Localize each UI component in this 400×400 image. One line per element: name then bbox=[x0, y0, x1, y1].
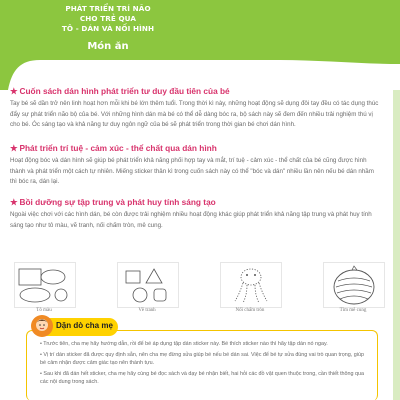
coloring-illustration bbox=[15, 263, 75, 307]
star-icon: ★ bbox=[10, 143, 18, 153]
section-title-text: Bồi dưỡng sự tập trung và phát huy tính sáng tạo bbox=[19, 197, 216, 207]
header-title bbox=[44, 4, 172, 34]
thumbnail-caption: Tô màu bbox=[36, 308, 52, 313]
thumbnail-caption: Tìm mê cung bbox=[339, 308, 367, 313]
section-body: Ngoài việc chơi với các hình dán, bé còn được trải nghiệm nhiều hoạt động khác giúp phát triển khả năng tập trung và phát huy tính sáng tạo như tô màu, vẽ tranh, nối chấm tròn, mê cung. bbox=[10, 211, 372, 229]
activity-thumbnails bbox=[14, 262, 384, 312]
section-title bbox=[10, 143, 382, 153]
note-bullet: • Vị trí dán sticker đã được quy định sẵn, nên cha mẹ đừng sửa giúp bé nếu bé dán sai. Việc để bé tự sửa đúng vai trò quan trọng, giúp bé cảm nhận được cảm giác tạo nên thành tựu. bbox=[40, 351, 364, 367]
thumbnail-maze bbox=[323, 262, 385, 308]
thumbnail-caption: Nối chấm tròn bbox=[235, 308, 265, 313]
header-line: TÔ - DÁN VÀ NỐI HÌNH bbox=[61, 24, 155, 33]
note-bullets bbox=[40, 340, 370, 389]
star-icon: ★ bbox=[10, 197, 18, 207]
header-line: CHO TRẺ QUA bbox=[79, 14, 137, 23]
right-edge-strip bbox=[393, 90, 400, 400]
section-title-text: Cuốn sách dán hình phát triển tư duy đầu tiên của bé bbox=[19, 86, 230, 96]
section-creativity bbox=[10, 197, 382, 231]
maze-illustration bbox=[324, 263, 384, 307]
note-title: Dặn dò cha mẹ bbox=[56, 321, 113, 330]
header-line: PHÁT TRIỂN TRÍ NÃO bbox=[65, 4, 151, 13]
section-intro bbox=[10, 86, 382, 131]
section-title-text: Phát triển trí tuệ - cảm xúc - thể chất qua dán hình bbox=[19, 143, 217, 153]
section-title bbox=[10, 197, 382, 207]
header-subtitle: Món ăn bbox=[87, 41, 129, 52]
drawing-illustration bbox=[118, 263, 178, 307]
section-title bbox=[10, 86, 382, 96]
thumbnail-caption: Vẽ tranh bbox=[138, 308, 156, 313]
note-bullet: • Sau khi đã dán hết sticker, cha mẹ hãy cùng bé đọc sách và dạy bé nhận biết, hai hỏi các đồ vật quen thuộc trong, cần thiết thông qua các nội dung trong sách. bbox=[40, 370, 365, 386]
section-body: Tay bé sẽ dần trở nên linh hoạt hơn mỗi khi bé lớn thêm tuổi. Trong thời kì này, những hoạt động sẽ dụng đôi tay đều có tác dụng thúc đẩy sự phát triển não bộ của bé. Với những hình dán mà bé có thể dễ dàng bóc ra, bộ sách này sẽ đem đến nhiều trải nghiệm thú vị cho bé. Óc sáng tạo và khả năng tư duy ngôn ngữ của bé sẽ phát triển trong thời gian bé chơi dán hình. bbox=[10, 100, 379, 129]
dots-illustration bbox=[221, 263, 281, 307]
parent-avatar-icon bbox=[30, 314, 54, 338]
thumbnail-drawing bbox=[117, 262, 179, 308]
star-icon: ★ bbox=[10, 86, 18, 96]
thumbnail-dots bbox=[220, 262, 282, 308]
section-development bbox=[10, 143, 382, 188]
section-body: Hoạt động bóc và dán hình sẽ giúp bé phát triển khả năng phối hợp tay và mắt, trí tuệ - cảm xúc - thể chất của bé cũng được hình thành và phát triển một cách tự nhiên. Miếng sticker thân kì trong cuốn sách này có thể "bóc và dán" nhiều lần nên nếu bé dán nhầm thì bóc ra, dán lại. bbox=[10, 157, 374, 186]
thumbnail-coloring bbox=[14, 262, 76, 308]
note-bullet: • Trước tiên, cha mẹ hãy hướng dẫn, rồi để bé áp dụng tập dán sticker này. Bé thích sticker nào thì hãy tập dán nó ngay. bbox=[40, 341, 328, 347]
